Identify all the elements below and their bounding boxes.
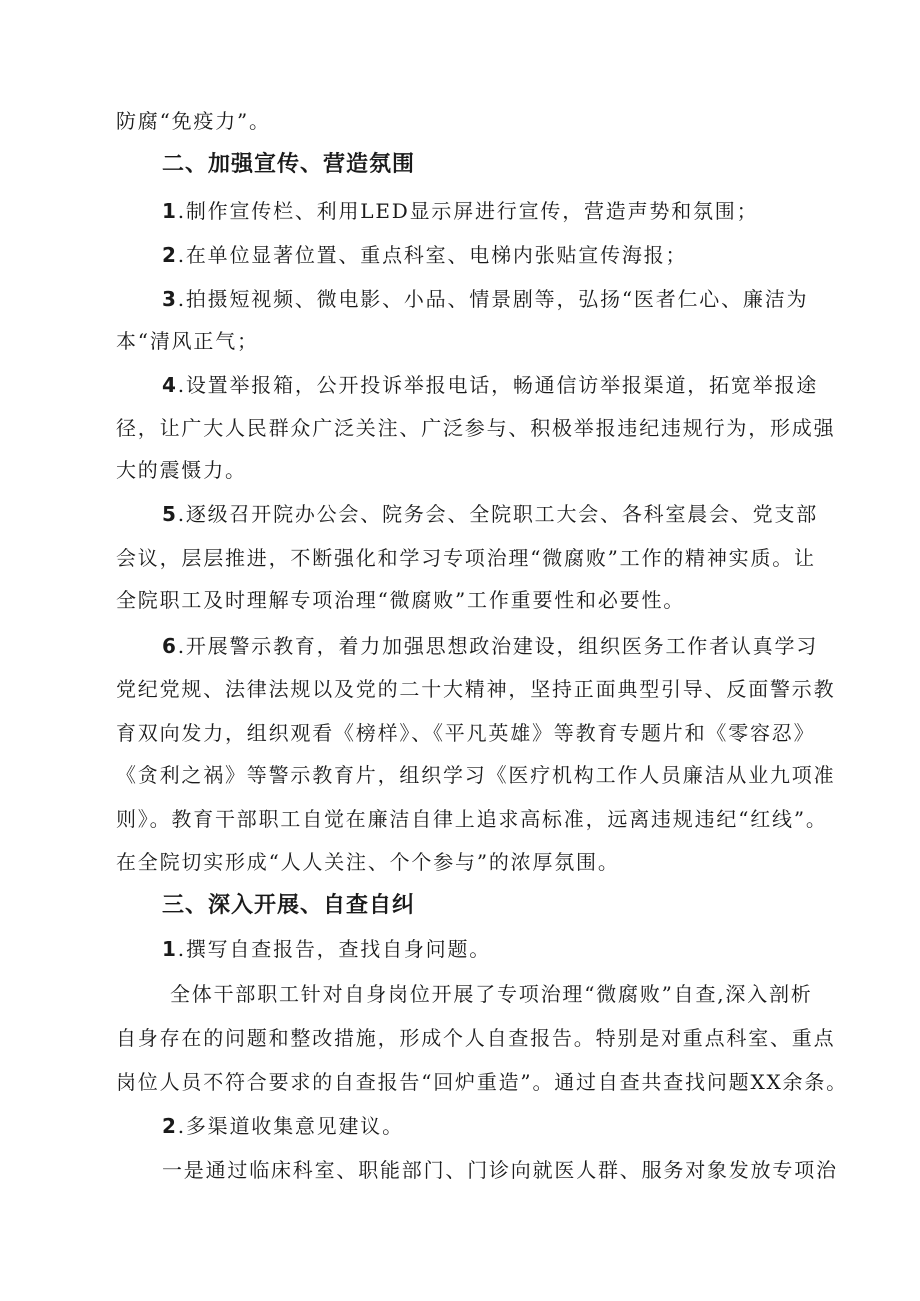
item-text: .设置举报箱，公开投诉举报电话，畅通信访举报渠道，拓宽举报途 bbox=[177, 373, 819, 397]
list-item-2 bbox=[162, 241, 687, 269]
item-number: 1 bbox=[162, 937, 178, 961]
text-line: 党纪党规、法律法规以及党的二十大精神，坚持正面典型引导、反面警示教 bbox=[116, 677, 836, 701]
item-number: 1 bbox=[162, 199, 178, 223]
item-number: 2 bbox=[162, 243, 178, 267]
item-number: 2 bbox=[162, 1114, 178, 1138]
text-line: 全院职工及时理解专项治理“微腐败”工作重要性和必要性。 bbox=[116, 588, 686, 612]
text-line: 本“清风正气； bbox=[116, 329, 259, 353]
text-line: 防腐“免疫力”。 bbox=[116, 109, 271, 133]
section-heading-3: 三、深入开展、自查自纠 bbox=[162, 893, 416, 918]
text-line: 育双向发力，组织观看《榜样》、《平凡英雄》等教育专题片和《零容忍》 bbox=[116, 721, 816, 745]
item-number: 3 bbox=[162, 287, 178, 311]
list-item-6 bbox=[162, 632, 818, 660]
list-item-q2 bbox=[162, 1112, 404, 1140]
list-item-1 bbox=[162, 197, 758, 225]
list-item-5 bbox=[162, 500, 818, 528]
item-text: .撰写自查报告，查找自身问题。 bbox=[177, 937, 492, 961]
text-line: 岗位人员不符合要求的自查报告“回炉重造”。通过自查共查找问题XX余条。 bbox=[116, 1070, 848, 1094]
item-text: .制作宣传栏、利用LED显示屏进行宣传，营造声势和氛围； bbox=[177, 199, 759, 223]
list-item-q1 bbox=[162, 935, 491, 963]
item-text: .在单位显著位置、重点科室、电梯内张贴宣传海报； bbox=[177, 243, 688, 267]
text-line: 《贪利之祸》等警示教育片，组织学习《医疗机构工作人员廉洁从业九项准 bbox=[116, 763, 836, 787]
item-number: 5 bbox=[162, 502, 178, 526]
text-line: 会议，层层推进，不断强化和学习专项治理“微腐败”工作的精神实质。让 bbox=[116, 546, 816, 570]
text-line: 自身存在的问题和整改措施，形成个人自查报告。特别是对重点科室、重点 bbox=[116, 1026, 836, 1050]
text-line: 则》。教育干部职工自觉在廉洁自律上追求高标准，远离违规违纪“红线”。 bbox=[116, 807, 828, 831]
item-number: 6 bbox=[162, 634, 178, 658]
text-line: 全体干部职工针对自身岗位开展了专项治理“微腐败”自查,深入剖析 bbox=[170, 982, 813, 1006]
text-line: 一是通过临床科室、职能部门、门诊向就医人群、服务对象发放专项治 bbox=[162, 1158, 838, 1182]
item-text: .开展警示教育，着力加强思想政治建设，组织医务工作者认真学习 bbox=[177, 634, 819, 658]
item-text: .拍摄短视频、微电影、小品、情景剧等，弘扬“医者仁心、廉洁为 bbox=[177, 287, 809, 311]
text-line: 径，让广大人民群众广泛关注、广泛参与、积极举报违纪违规行为，形成强 bbox=[116, 416, 836, 440]
item-text: .多渠道收集意见建议。 bbox=[177, 1114, 404, 1138]
item-number: 4 bbox=[162, 373, 178, 397]
text-line: 在全院切实形成“人人关注、个个参与”的浓厚氛围。 bbox=[116, 850, 620, 874]
section-heading-2: 二、加强宣传、营造氛围 bbox=[162, 152, 416, 177]
text-line: 大的震慑力。 bbox=[116, 458, 247, 482]
list-item-4 bbox=[162, 371, 818, 399]
item-text: .逐级召开院办公会、院务会、全院职工大会、各科室晨会、党支部 bbox=[177, 502, 819, 526]
list-item-3 bbox=[162, 285, 808, 313]
